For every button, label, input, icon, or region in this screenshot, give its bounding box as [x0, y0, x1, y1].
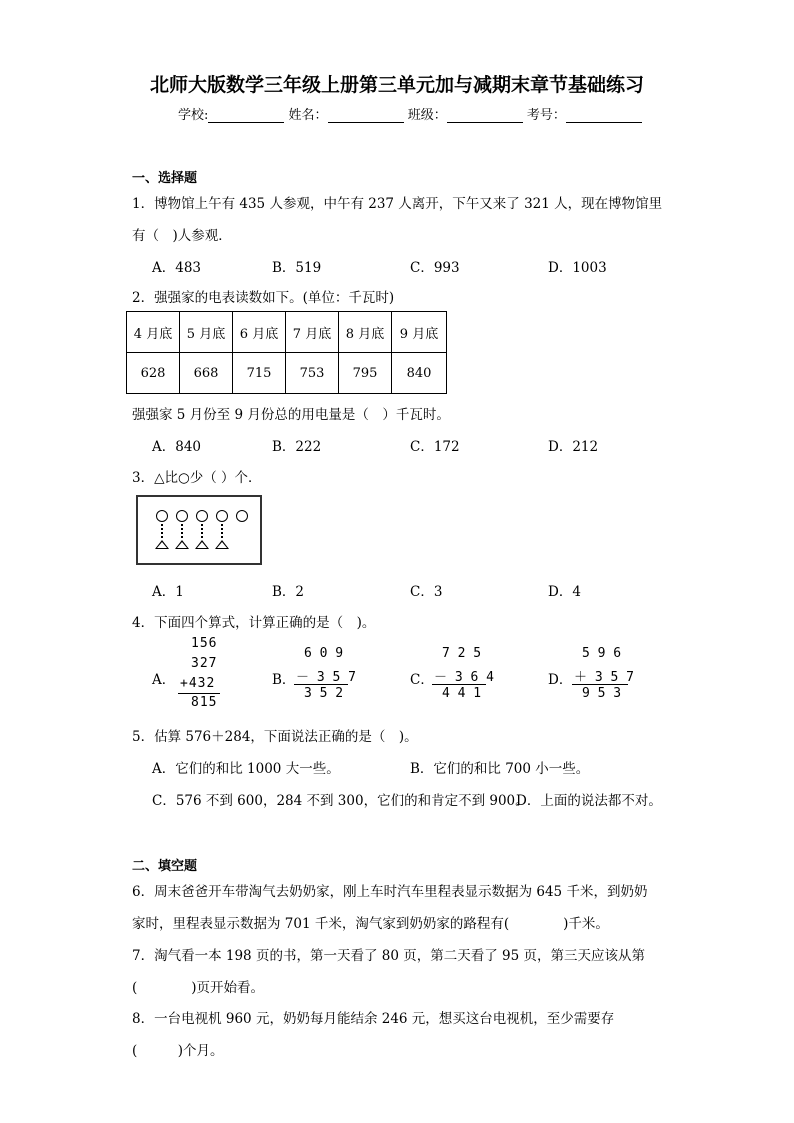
school-label: 学校: [178, 108, 209, 123]
student-info-line [178, 104, 642, 123]
meter-value-cell: 753 [286, 353, 339, 394]
q4-d-result: 9 5 3 [582, 686, 622, 701]
triangle-icon [175, 540, 189, 549]
q4-b-sum-line [294, 684, 348, 685]
q6-line2: 家时，里程表显示数据为 701 千米，淘气家到奶奶家的路程有( )千米。 [132, 916, 609, 932]
page-title: 北师大版数学三年级上册第三单元加与减期末章节基础练习 [149, 74, 644, 96]
q2-option-d[interactable]: D．212 [548, 439, 599, 455]
q4-option-c-label[interactable]: C． [410, 672, 434, 688]
meter-value-cell: 795 [339, 353, 392, 394]
q8-line1: 8．一台电视机 960 元，奶奶每月能结余 246 元，想买这台电视机，至少需要存 [132, 1011, 615, 1027]
q7-line1: 7．淘气看一本 198 页的书，第一天看了 80 页，第二天看了 95 页，第三天应该从第 [132, 948, 645, 964]
shapes-figure [136, 495, 262, 565]
section-title-choice: 一、选择题 [132, 171, 198, 186]
q1-option-a[interactable]: A．483 [152, 260, 202, 276]
meter-value-cell: 715 [233, 353, 286, 394]
circle-icon [196, 510, 208, 522]
q4-a-row2: 327 [191, 656, 218, 671]
id-blank[interactable] [566, 108, 642, 123]
q4-stem: 4．下面四个算式，计算正确的是（ )。 [132, 615, 376, 631]
q4-a-row3: +432 [180, 676, 216, 691]
q4-d-row2: ＋ 3 5 7 [574, 670, 634, 685]
dotted-connector [181, 524, 183, 538]
q5-option-a[interactable]: A．它们的和比 1000 大一些。 [152, 761, 340, 777]
q5-option-b[interactable]: B．它们的和比 700 小一些。 [410, 761, 590, 777]
q1-option-d[interactable]: D．1003 [548, 260, 607, 276]
q3-stem: 3．△比○少（ ）个． [132, 470, 262, 486]
triangle-icon [195, 540, 209, 549]
q4-option-d-label[interactable]: D． [548, 672, 573, 688]
meter-value-row [127, 353, 447, 394]
school-blank[interactable] [208, 108, 284, 123]
section-title-fill: 二、填空题 [132, 859, 198, 874]
q5-option-c[interactable]: C．576 不到 600，284 不到 300，它们的和肯定不到 900。 [152, 793, 529, 809]
q5-stem: 5．估算 576＋284，下面说法正确的是（ )。 [132, 729, 418, 745]
meter-value-cell: 840 [392, 353, 447, 394]
triangle-icon [215, 540, 229, 549]
q4-b-row2: － 3 5 7 [296, 670, 356, 685]
q5-option-d[interactable]: D．上面的说法都不对。 [516, 793, 662, 809]
q2-option-c[interactable]: C．172 [410, 439, 460, 455]
dotted-connector [161, 524, 163, 538]
q4-a-result: 815 [191, 695, 218, 710]
triangle-icon [155, 540, 169, 549]
q1-line2: 有（ )人参观． [132, 228, 232, 244]
q4-c-row1: 7 2 5 [442, 646, 482, 661]
dotted-connector [221, 524, 223, 538]
q1-option-b[interactable]: B．519 [272, 260, 322, 276]
meter-value-cell: 628 [127, 353, 180, 394]
q4-option-b-label[interactable]: B． [272, 672, 296, 688]
q3-option-d[interactable]: D．4 [548, 584, 581, 600]
q4-d-sum-line [572, 684, 628, 685]
q4-b-row1: 6 0 9 [304, 646, 344, 661]
q2-option-a[interactable]: A．840 [152, 439, 202, 455]
class-blank[interactable] [447, 108, 523, 123]
q4-c-row2: － 3 6 4 [434, 670, 494, 685]
meter-header-cell: 4 月底 [127, 312, 180, 353]
meter-header-cell: 6 月底 [233, 312, 286, 353]
meter-header-cell: 5 月底 [180, 312, 233, 353]
circle-icon [156, 510, 168, 522]
q3-option-c[interactable]: C．3 [410, 584, 443, 600]
q4-a-row1: 156 [191, 636, 218, 651]
q4-c-result: 4 4 1 [442, 686, 482, 701]
circle-icon [216, 510, 228, 522]
class-label: 班级： [407, 108, 447, 123]
q8-line2: ( )个月。 [132, 1043, 224, 1059]
meter-header-cell: 7 月底 [286, 312, 339, 353]
q2-question: 强强家 5 月份至 9 月份总的用电量是（ ）千瓦时。 [132, 407, 450, 423]
name-blank[interactable] [328, 108, 404, 123]
meter-value-cell: 668 [180, 353, 233, 394]
q1-line1: 1．博物馆上午有 435 人参观，中午有 237 人离开，下午又来了 321 人，现在博物馆里 [132, 196, 663, 212]
q1-option-c[interactable]: C．993 [410, 260, 460, 276]
q4-a-sum-line [178, 693, 220, 694]
q4-c-sum-line [432, 684, 486, 685]
q4-d-row1: 5 9 6 [582, 646, 622, 661]
dotted-connector [201, 524, 203, 538]
circle-icon [176, 510, 188, 522]
q6-line1: 6．周末爸爸开车带淘气去奶奶家，刚上车时汽车里程表显示数据为 645 千米，到奶奶 [132, 884, 648, 900]
circle-icon [236, 510, 248, 522]
meter-header-row [127, 312, 447, 353]
meter-header-cell: 8 月底 [339, 312, 392, 353]
q4-option-a-label[interactable]: A． [152, 672, 176, 688]
name-label: 姓名： [288, 108, 328, 123]
q3-option-a[interactable]: A．1 [152, 584, 184, 600]
q7-line2: ( )页开始看。 [132, 980, 265, 996]
q2-stem: 2．强强家的电表读数如下。(单位：千瓦时) [132, 290, 395, 306]
meter-header-cell: 9 月底 [392, 312, 447, 353]
id-label: 考号： [526, 108, 566, 123]
q2-option-b[interactable]: B．222 [272, 439, 322, 455]
meter-table [126, 311, 447, 394]
q3-option-b[interactable]: B．2 [272, 584, 305, 600]
q4-b-result: 3 5 2 [304, 686, 344, 701]
